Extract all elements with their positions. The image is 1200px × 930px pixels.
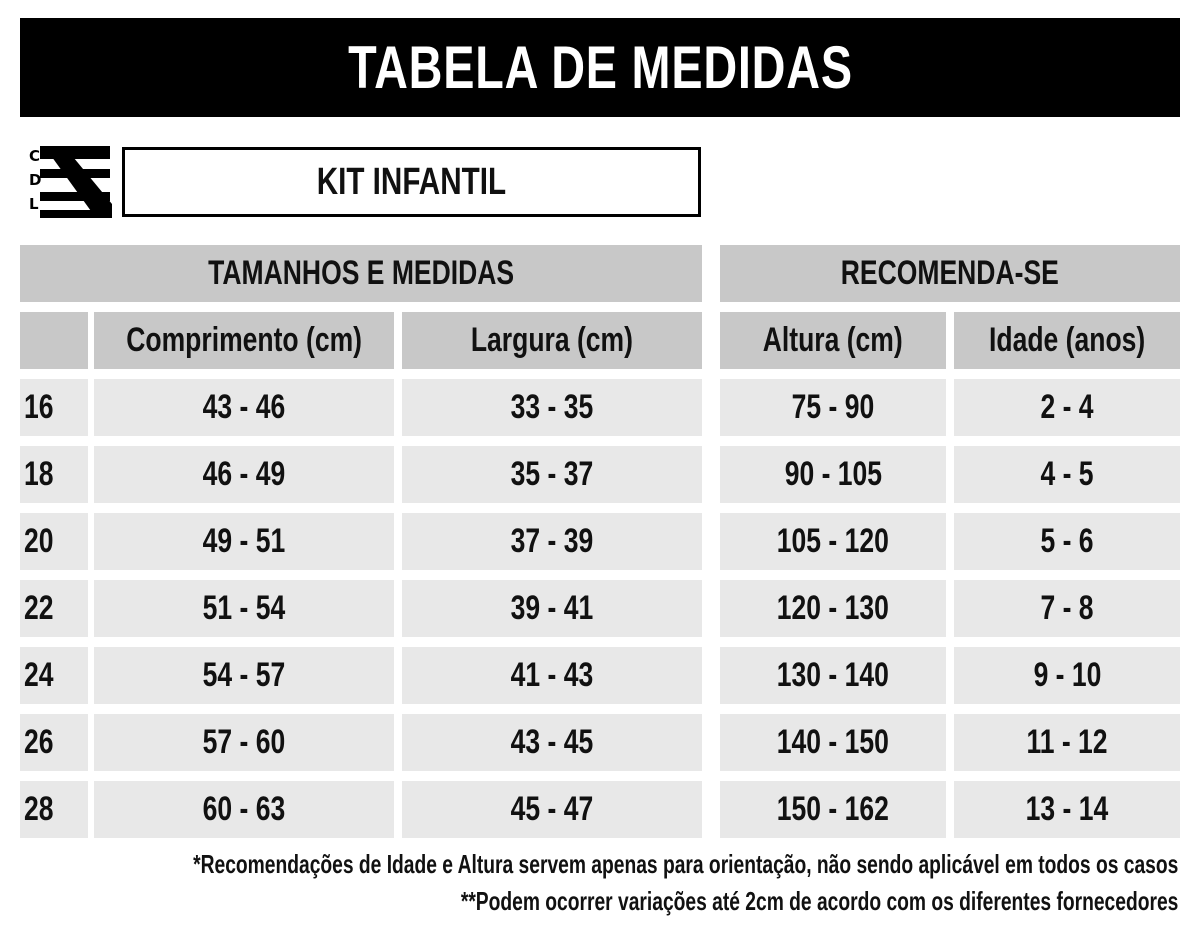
value-altura: 150 - 162 (776, 790, 890, 828)
cell-comprimento (94, 446, 394, 503)
subtitle: KIT INFANTIL (316, 160, 507, 203)
value-comprimento: 54 - 57 (202, 656, 286, 694)
column-header-altura-label: Altura (cm) (763, 321, 903, 359)
cell-idade (954, 580, 1180, 637)
column-header-comprimento (94, 312, 394, 369)
column-header-idade-label: Idade (anos) (988, 321, 1146, 359)
value-idade: 2 - 4 (1040, 388, 1094, 426)
cell-altura (720, 781, 946, 838)
cell-largura (402, 714, 702, 771)
cell-comprimento (94, 580, 394, 637)
cell-altura (720, 647, 946, 704)
value-altura: 75 - 90 (791, 388, 875, 426)
size-label-cell (20, 781, 88, 838)
size-label: 26 (24, 723, 54, 761)
cell-altura (720, 714, 946, 771)
footnote-age-height: *Recomendações de Idade e Altura servem apenas para orientação, não sendo aplicável em todos os casos (192, 849, 1178, 879)
group-header-sizes (20, 245, 702, 302)
cell-comprimento (94, 513, 394, 570)
column-header-largura-label: Largura (cm) (470, 321, 634, 359)
value-comprimento: 43 - 46 (202, 388, 286, 426)
group-header-recommend (720, 245, 1180, 302)
cell-idade (954, 781, 1180, 838)
column-header-comprimento-label: Comprimento (cm) (126, 321, 362, 359)
value-altura: 140 - 150 (776, 723, 890, 761)
cell-comprimento (94, 781, 394, 838)
value-comprimento: 46 - 49 (202, 455, 286, 493)
cell-altura (720, 379, 946, 436)
cell-altura (720, 446, 946, 503)
column-header-largura (402, 312, 702, 369)
page-title: TABELA DE MEDIDAS (347, 34, 853, 101)
logo-letter-l: L (29, 195, 39, 213)
size-label: 16 (24, 388, 54, 426)
value-largura: 43 - 45 (510, 723, 594, 761)
size-label-cell (20, 379, 88, 436)
value-largura: 37 - 39 (510, 522, 594, 560)
cell-largura (402, 513, 702, 570)
value-idade: 9 - 10 (1033, 656, 1101, 694)
cell-comprimento (94, 647, 394, 704)
size-label-cell (20, 446, 88, 503)
value-idade: 11 - 12 (1026, 723, 1108, 761)
group-header-sizes-label: TAMANHOS E MEDIDAS (208, 254, 514, 292)
size-label-cell (20, 513, 88, 570)
cell-altura (720, 513, 946, 570)
value-largura: 39 - 41 (510, 589, 594, 627)
logo-letter-d: D (29, 171, 42, 189)
value-comprimento: 57 - 60 (202, 723, 286, 761)
cell-comprimento (94, 714, 394, 771)
value-idade: 5 - 6 (1040, 522, 1094, 560)
value-largura: 35 - 37 (510, 455, 594, 493)
value-altura: 90 - 105 (784, 455, 882, 493)
size-label-cell (20, 714, 88, 771)
size-label: 28 (24, 790, 54, 828)
value-altura: 130 - 140 (776, 656, 890, 694)
subtitle-box (122, 147, 701, 217)
cell-largura (402, 580, 702, 637)
column-header-altura (720, 312, 946, 369)
column-header-idade (954, 312, 1180, 369)
cell-largura (402, 781, 702, 838)
group-header-recommend-label: RECOMENDA-SE (840, 254, 1060, 292)
size-label-cell (20, 647, 88, 704)
size-label-cell (20, 580, 88, 637)
value-altura: 120 - 130 (776, 589, 890, 627)
cdl-logo-icon (26, 146, 112, 218)
column-header-size (20, 312, 88, 369)
value-largura: 33 - 35 (510, 388, 594, 426)
value-largura: 45 - 47 (510, 790, 594, 828)
logo-letter-c: C (29, 147, 41, 165)
cell-largura (402, 379, 702, 436)
footnote-variation: **Podem ocorrer variações até 2cm de acordo com os diferentes fornecedores (460, 886, 1178, 916)
value-idade: 4 - 5 (1040, 455, 1094, 493)
value-comprimento: 51 - 54 (202, 589, 286, 627)
cell-idade (954, 379, 1180, 436)
cell-altura (720, 580, 946, 637)
value-idade: 7 - 8 (1040, 589, 1094, 627)
cell-largura (402, 446, 702, 503)
cell-idade (954, 647, 1180, 704)
value-comprimento: 60 - 63 (202, 790, 286, 828)
size-label: 24 (24, 656, 54, 694)
value-largura: 41 - 43 (510, 656, 594, 694)
footnotes (0, 846, 1178, 920)
size-label: 18 (24, 455, 54, 493)
value-altura: 105 - 120 (776, 522, 890, 560)
cell-comprimento (94, 379, 394, 436)
cell-idade (954, 714, 1180, 771)
cell-idade (954, 513, 1180, 570)
value-idade: 13 - 14 (1025, 790, 1109, 828)
value-comprimento: 49 - 51 (202, 522, 286, 560)
cell-idade (954, 446, 1180, 503)
size-label: 22 (24, 589, 54, 627)
cell-largura (402, 647, 702, 704)
title-bar (20, 18, 1180, 117)
size-label: 20 (24, 522, 54, 560)
